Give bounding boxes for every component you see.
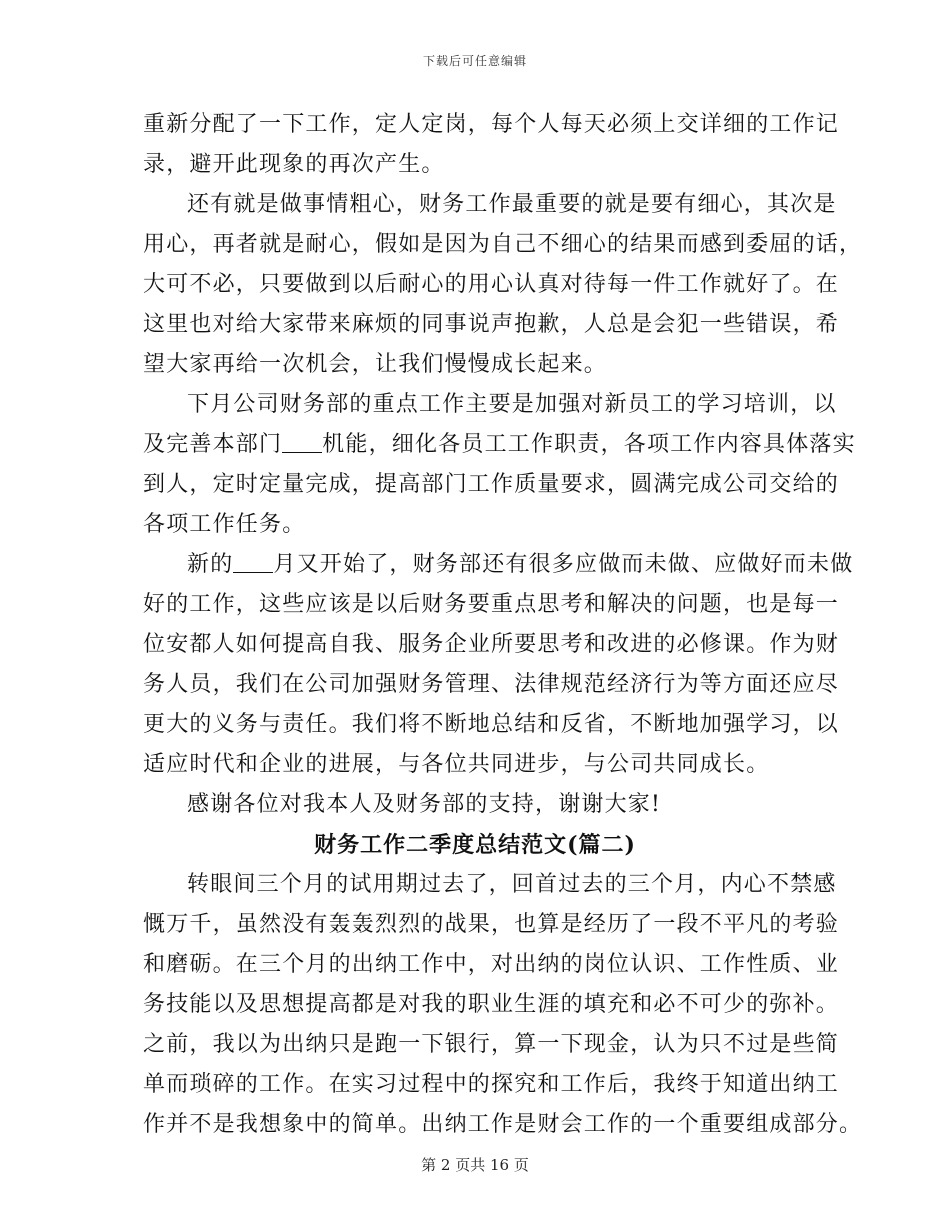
text-segment: 月又开始了，财务部还有很多应做而未做、应做好而未做 — [273, 552, 854, 577]
paragraph-line: 和磨砺。在三个月的出纳工作中，对出纳的岗位认识、工作性质、业 — [143, 952, 840, 977]
paragraph-line: 用心，再者就是耐心，假如是因为自己不细心的结果而感到委屈的话， — [143, 232, 863, 257]
text-segment: 及完善本部门 — [143, 432, 283, 457]
paragraph-line: 慨万千，虽然没有轰轰烈烈的战果，也算是经历了一段不平凡的考验 — [143, 912, 840, 937]
paragraph-line: 好的工作，这些应该是以后财务要重点思考和解决的问题，也是每一 — [143, 592, 840, 617]
paragraph-line: 作并不是我想象中的简单。出纳工作是财会工作的一个重要组成部分。 — [143, 1112, 863, 1137]
paragraph-line: 各项工作任务。 — [143, 512, 306, 537]
paragraph-line — [143, 425, 856, 465]
page-number: 第 2 页共 16 页 — [421, 1156, 529, 1174]
paragraph-line: 位安都人如何提高自我、服务企业所要思考和改进的必修课。作为财 — [143, 632, 840, 657]
paragraph-line: 还有就是做事情粗心，财务工作最重要的就是要有细心，其次是 — [187, 192, 837, 217]
paragraph-line — [143, 545, 854, 585]
paragraph-line: 务人员，我们在公司加强财务管理、法律规范经济行为等方面还应尽 — [143, 672, 840, 697]
text-segment: 新的 — [187, 552, 234, 577]
paragraph-line: 之前，我以为出纳只是跑一下银行，算一下现金，认为只不过是些简 — [143, 1032, 840, 1057]
paragraph-line: 到人，定时定量完成，提高部门工作质量要求，圆满完成公司交给的 — [143, 472, 840, 497]
text-segment: 机能，细化各员工工作职责，各项工作内容具体落实 — [322, 432, 856, 457]
header-note: 下载后可任意编辑 — [422, 54, 527, 68]
section-title: 财务工作二季度总结范文(篇二) — [314, 832, 636, 858]
paragraph-line: 单而琐碎的工作。在实习过程中的探究和工作后，我终于知道出纳工 — [143, 1072, 840, 1097]
paragraph-line: 望大家再给一次机会，让我们慢慢成长起来。 — [143, 352, 608, 377]
paragraph-line: 下月公司财务部的重点工作主要是加强对新员工的学习培训，以 — [187, 392, 837, 417]
fill-in-blank — [233, 552, 273, 573]
document-body — [143, 105, 863, 1145]
paragraph-line: 更大的义务与责任。我们将不断地总结和反省，不断地加强学习，以 — [143, 712, 840, 737]
paragraph-line: 转眼间三个月的试用期过去了，回首过去的三个月，内心不禁感 — [187, 872, 837, 897]
paragraph-line: 这里也对给大家带来麻烦的同事说声抱歉，人总是会犯一些错误，希 — [143, 312, 840, 337]
paragraph-line: 适应时代和企业的进展，与各位共同进步，与公司共同成长。 — [143, 752, 770, 777]
paragraph-line: 务技能以及思想提高都是对我的职业生涯的填充和必不可少的弥补。 — [143, 992, 840, 1017]
paragraph-line: 感谢各位对我本人及财务部的支持，谢谢大家! — [187, 792, 662, 817]
fill-in-blank — [282, 432, 322, 453]
paragraph-line: 录，避开此现象的再次产生。 — [143, 152, 445, 177]
paragraph-line: 重新分配了一下工作，定人定岗，每个人每天必须上交详细的工作记 — [143, 112, 840, 137]
paragraph-line: 大可不必，只要做到以后耐心的用心认真对待每一件工作就好了。在 — [143, 272, 840, 297]
